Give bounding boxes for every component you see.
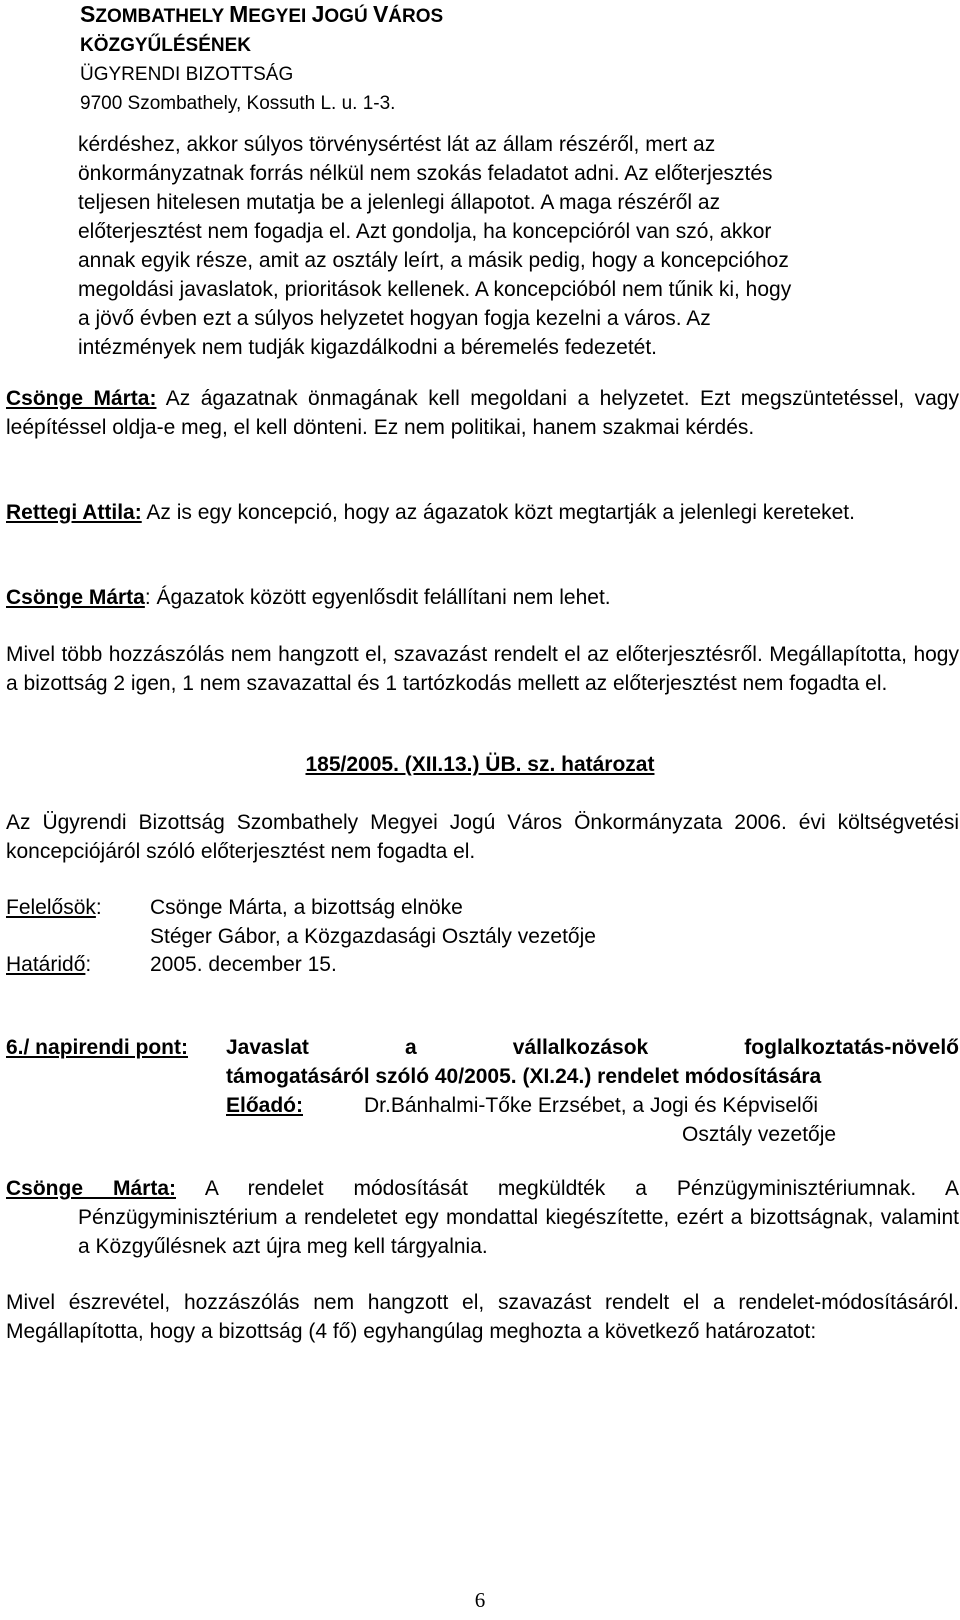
letterhead-assembly: KÖZGYŰLÉSÉNEK xyxy=(80,35,252,56)
resolution-text: Az Ügyrendi Bizottság Szombathely Megyei Jogú Város Önkormányzata 2006. évi költségvetési koncepciójáról szóló előterjesztést nem fogadta el. xyxy=(6,811,959,863)
presenter-label: Előadó: xyxy=(226,1094,303,1117)
letterhead-part-d: ÁROS xyxy=(388,6,444,27)
speech-text: : Ágazatok között egyenlősdit felállítani nem lehet. xyxy=(144,586,611,609)
speech-text: Az ágazatnak önmagának kell megoldani a helyzetet. Ezt megszüntetéssel, vagy leépítéssel oldja-e meg, el kell dönteni. Ez nem politikai, hanem szakmai kérdés. xyxy=(6,387,959,439)
speaker-name: Csönge Márta: xyxy=(6,387,157,410)
text-line: önkormányzatnak forrás nélkül nem szokás feladatot adni. Az előterjesztés xyxy=(78,162,773,185)
speech-csonge-2 xyxy=(6,583,959,612)
speaker-name: Csönge Márta xyxy=(6,586,145,609)
text-line: kérdéshez, akkor súlyos törvénysértést lát az állam részéről, mert az xyxy=(78,133,716,156)
deadline-label: Határidő xyxy=(6,953,86,976)
responsible-value-1: Csönge Márta, a bizottság elnöke xyxy=(150,896,463,919)
deadline-label-row xyxy=(6,950,91,979)
letterhead-part-a: ZOMBATHELY xyxy=(95,6,230,27)
text-line: intézmények nem tudják kigazdálkodni a béremelés fedezetét. xyxy=(78,336,657,359)
vote-paragraph-1: Mivel több hozzászólás nem hangzott el, szavazást rendelt el az előterjesztésről. Megállapította, hogy a bizottság 2 igen, 1 nem szavazattal és 1 tartózkodás mellett az előterjesztést nem fogadta el. xyxy=(6,643,959,695)
speech-text: A rendelet módosítását megküldték a Pénzügyminisztériumnak. A Pénzügyminisztérium a rendeletet egy mondattal kiegészítette, ezért a bizottságnak, valamint a Közgyűlésnek azt újra meg kell tárgyalnia. xyxy=(78,1177,959,1258)
agenda-title-word: a xyxy=(405,1036,417,1059)
speech-csonge-3 xyxy=(6,1174,959,1261)
letterhead-initial-j: J xyxy=(311,1,325,27)
text-line: megoldási javaslatok, prioritások kellenek. A koncepcióból nem tűnik ki, hogy xyxy=(78,278,792,301)
speech-text: Az is egy koncepció, hogy az ágazatok közt megtartják a jelenlegi kereteket. xyxy=(141,501,855,524)
paragraph-continuation xyxy=(6,130,959,362)
letterhead-part-b: EGYEI xyxy=(248,6,312,27)
agenda-title-line-1 xyxy=(226,1033,959,1062)
text-line: annak egyik része, amit az osztály leírt, a másik pedig, hogy a koncepcióhoz xyxy=(78,249,789,272)
vote-paragraph-2: Mivel észrevétel, hozzászólás nem hangzott el, szavazást rendelt el a rendelet-módosításáról. Megállapította, hogy a bizottság (4 fő) egyhangúlag meghozta a következő határozatot: xyxy=(6,1291,959,1343)
deadline-value: 2005. december 15. xyxy=(150,953,337,976)
page-number: 6 xyxy=(474,1588,486,1612)
agenda-label xyxy=(6,1033,188,1062)
responsible-value-2: Stéger Gábor, a Közgazdasági Osztály vezetője xyxy=(150,925,596,948)
speech-rettegi xyxy=(6,498,959,527)
responsible-label-row xyxy=(6,893,102,922)
letterhead-initial-v: V xyxy=(372,1,389,27)
speaker-name: Rettegi Attila: xyxy=(6,501,142,524)
letterhead-initial-m: M xyxy=(229,1,249,27)
presenter-line-2: Osztály vezetője xyxy=(682,1123,837,1146)
agenda-title-word: vállalkozások xyxy=(512,1036,649,1059)
letterhead-committee: ÜGYRENDI BIZOTTSÁG xyxy=(80,64,294,85)
deadline-colon: : xyxy=(85,953,92,976)
letterhead xyxy=(80,0,443,118)
agenda-title-line-2: támogatásáról szóló 40/2005. (XI.24.) rendelet módosítására xyxy=(226,1065,822,1088)
letterhead-initial-s: S xyxy=(80,1,96,27)
text-line: előterjesztést nem fogadja el. Azt gondolja, ha koncepcióról van szó, akkor xyxy=(78,220,772,243)
text-line: teljesen hitelesen mutatja be a jelenlegi állapotot. A maga részéről az xyxy=(78,191,721,214)
responsible-colon: : xyxy=(95,896,102,919)
speech-csonge-1 xyxy=(6,384,959,442)
responsible-label: Felelősök xyxy=(6,896,96,919)
letterhead-address: 9700 Szombathely, Kossuth L. u. 1-3. xyxy=(80,93,396,114)
text-line: a jövő évben ezt a súlyos helyzetet hogyan fogja kezelni a város. Az xyxy=(78,307,711,330)
letterhead-city xyxy=(80,0,443,31)
agenda-title-word: foglalkoztatás-növelő xyxy=(744,1036,959,1059)
resolution-title: 185/2005. (XII.13.) ÜB. sz. határozat xyxy=(305,753,655,776)
agenda-title-word: Javaslat xyxy=(226,1036,309,1059)
agenda-label-text: 6./ napirendi pont: xyxy=(6,1036,188,1059)
letterhead-part-c: OGÚ xyxy=(324,6,373,27)
presenter-line-1: Dr.Bánhalmi-Tőke Erzsébet, a Jogi és Képviselői xyxy=(364,1094,819,1117)
speaker-name: Csönge Márta: xyxy=(6,1177,176,1200)
